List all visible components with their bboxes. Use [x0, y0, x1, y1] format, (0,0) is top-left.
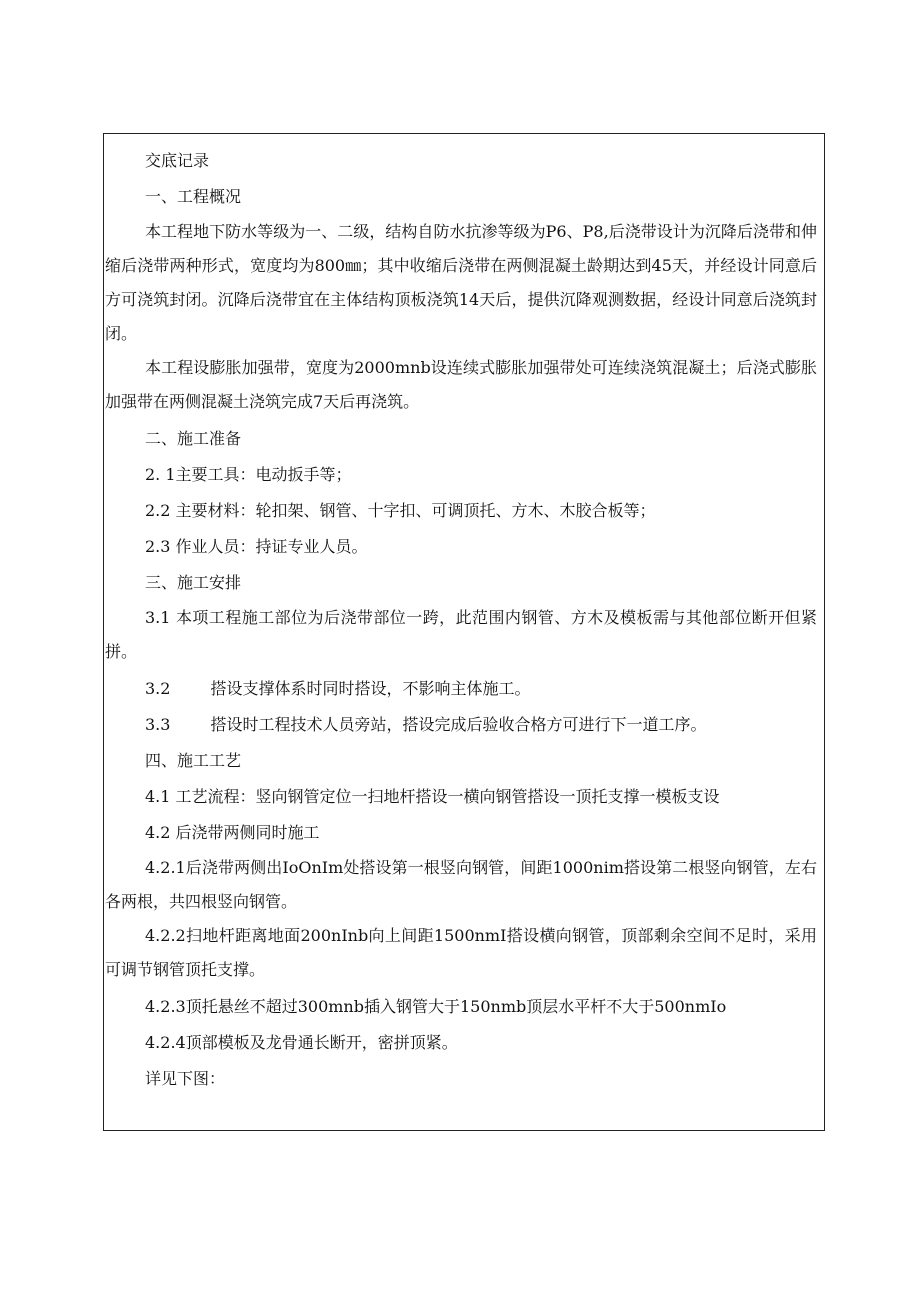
- arrangement-item-2-text: 搭设支撑体系时同时搭设，不影响主体施工。: [210, 679, 531, 698]
- see-figure-note: 详见下图：: [145, 1069, 226, 1088]
- overview-paragraph-1: 本工程地下防水等级为一、二级，结构自防水抗渗等级为P6、P8,后浇带设计为沉降后浇带和伸缩后浇带两种形式，宽度均为800㎜；其中收缩后浇带在两侧混凝土龄期达到45天，并经设计同意后方可浇筑封闭。沉降后浇带宜在主体结构顶板浇筑14天后，提供沉降观测数据，经设计同意后浇筑封闭。: [105, 222, 817, 343]
- arrangement-item-3: [105, 707, 817, 743]
- preparation-item-personnel: 2.3 作业人员：持证专业人员。: [145, 537, 368, 556]
- section-heading-arrangement: 三、施工安排: [145, 573, 242, 592]
- document-title: 交底记录: [145, 151, 210, 170]
- record-content: [105, 143, 817, 1097]
- process-item-flow: 4.1 工艺流程：竖向钢管定位一扫地杆搭设一横向钢管搭设一顶托支撑一模板支设: [145, 787, 720, 806]
- process-item-jack: 4.2.3顶托悬丝不超过300mnb插入钢管大于150nmb顶层水平杆不大于500nmIo: [145, 997, 727, 1016]
- arrangement-item-2: [105, 671, 817, 707]
- process-item-both-sides: 4.2 后浇带两侧同时施工: [145, 823, 320, 842]
- section-heading-overview: 一、工程概况: [145, 187, 242, 206]
- arrangement-item-2-number: 3.2: [145, 679, 171, 698]
- arrangement-paragraph-1: 3.1 本项工程施工部位为后浇带部位一跨，此范围内钢管、方木及模板需与其他部位断开但紧拼。: [105, 608, 817, 661]
- process-paragraph-vertical-pipes: 4.2.1后浇带两侧出IoOnIm处搭设第一根竖向钢管，间距1000nim搭设第二根竖向钢管，左右各两根，共四根竖向钢管。: [105, 858, 817, 911]
- overview-paragraph-2: 本工程设膨胀加强带，宽度为2000mnb设连续式膨胀加强带处可连续浇筑混凝土；后浇式膨胀加强带在两侧混凝土浇筑完成7天后再浇筑。: [105, 358, 817, 411]
- section-heading-process: 四、施工工艺: [145, 751, 242, 770]
- arrangement-item-3-text: 搭设时工程技术人员旁站，搭设完成后验收合格方可进行下一道工序。: [210, 715, 707, 734]
- preparation-item-tools: 2. 1主要工具：电动扳手等；: [145, 465, 352, 484]
- section-heading-preparation: 二、施工准备: [145, 429, 242, 448]
- process-item-formwork: 4.2.4顶部模板及龙骨通长断开，密拼顶紧。: [145, 1033, 458, 1052]
- arrangement-item-3-number: 3.3: [145, 715, 171, 734]
- process-paragraph-horizontal-pipes: 4.2.2扫地杆距离地面200nInb向上间距1500nmI搭设横向钢管，顶部剩余空间不足时，采用可调节钢管顶托支撑。: [105, 926, 817, 979]
- preparation-item-materials: 2.2 主要材料：轮扣架、钢管、十字扣、可调顶托、方木、木胶合板等；: [145, 501, 656, 520]
